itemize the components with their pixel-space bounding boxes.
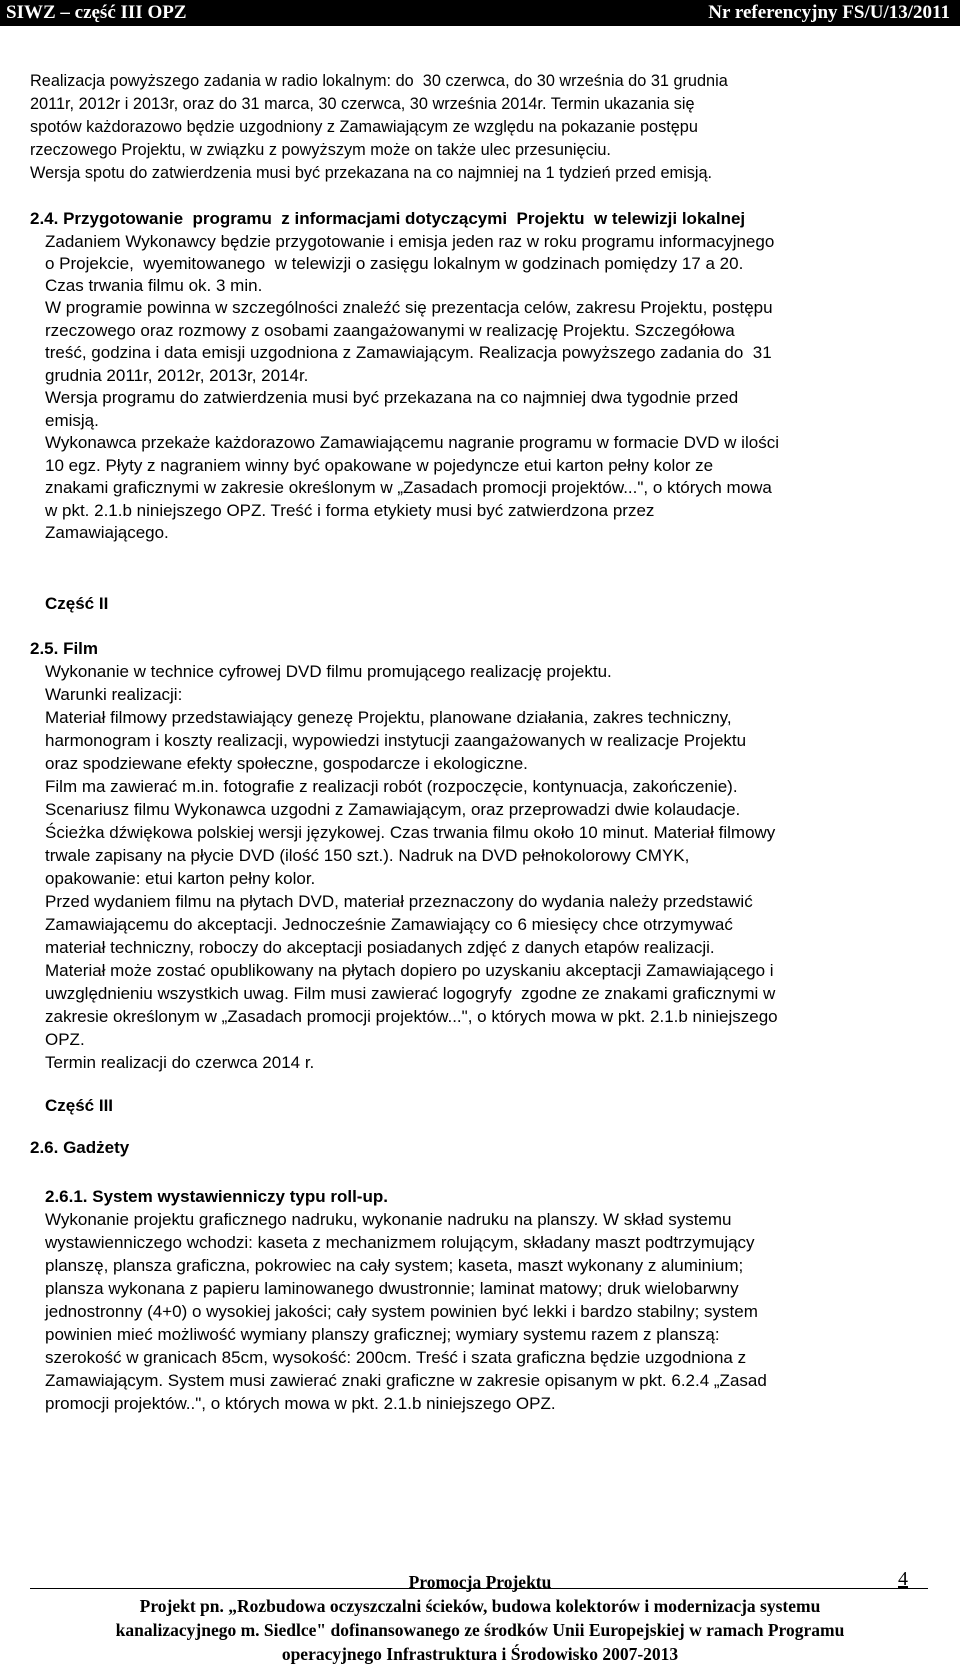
text-line: Wersja spotu do zatwierdzenia musi być przekazana na co najmniej na 1 tydzień przed emisją. (30, 164, 713, 182)
text-line: OPZ. (45, 1030, 85, 1049)
text-line: Przed wydaniem filmu na płytach DVD, materiał przeznaczony do wydania należy przedstawić (45, 892, 753, 911)
text-line: Czas trwania filmu ok. 3 min. (45, 276, 263, 295)
text-line: jednostronny (4+0) o wysokiej jakości; cały system powinien być lekki i bardzo stabilny; system (45, 1302, 758, 1321)
text-line: zakresie określonym w „Zasadach promocji projektów...", o których mowa w pkt. 2.1.b niniejszego (45, 1007, 778, 1026)
text-line: Zamawiającemu do akceptacji. Jednocześnie Zamawiający co 6 miesięcy chce otrzymywać (45, 915, 733, 934)
text-line: Zamawiającym. System musi zawierać znaki graficzne w zakresie opisanym w pkt. 6.2.4 „Zasad (45, 1371, 767, 1390)
text-line: Wersja programu do zatwierdzenia musi być przekazana na co najmniej dwa tygodnie przed (45, 388, 739, 407)
section-heading-2-6: 2.6. Gadżety (30, 1138, 130, 1157)
page-header (0, 0, 960, 26)
text-line: opakowanie: etui karton pełny kolor. (45, 869, 316, 888)
text-line: Materiał filmowy przedstawiający genezę Projektu, planowane działania, zakres techniczny, (45, 708, 732, 727)
text-line: o Projekcie, wyemitowanego w telewizji o zasięgu lokalnym w godzinach pomiędzy 17 a 20. (45, 254, 744, 273)
footer-line: operacyjnego Infrastruktura i Środowisko 2007-2013 (281, 1644, 679, 1664)
text-line: oraz spodziewane efekty społeczne, gospodarcze i ekologiczne. (45, 754, 528, 773)
text-line: promocji projektów..", o których mowa w pkt. 2.1.b niniejszego OPZ. (45, 1394, 556, 1413)
text-line: Ścieżka dźwiękowa polskiej wersji językowej. Czas trwania filmu około 10 minut. Materiał filmowy (45, 823, 776, 842)
part-label: Część II (45, 594, 109, 613)
text-line: 10 egz. Płyty z nagraniem winny być opakowane w pojedyncze etui karton pełny kolor ze (45, 456, 714, 475)
text-line: grudnia 2011r, 2012r, 2013r, 2014r. (45, 366, 309, 385)
text-line: Wykonanie w technice cyfrowej DVD filmu promującego realizację projektu. (45, 662, 612, 681)
text-line: plansza wykonana z papieru laminowanego dwustronnie; laminat matowy; druk wielobarwny (45, 1279, 739, 1298)
footer-title: Promocja Projektu (408, 1572, 552, 1592)
footer-line: kanalizacyjnego m. Siedlce" dofinansowanego ze środków Unii Europejskiej w ramach Programu (115, 1620, 845, 1640)
section-heading-2-5: 2.5. Film (30, 639, 99, 658)
text-line: emisją. (45, 411, 99, 430)
text-line: Film ma zawierać m.in. fotografie z realizacji robót (rozpoczęcie, kontynuacja, zakończenie). (45, 777, 738, 796)
header-right: Nr referencyjny FS/U/13/2011 (708, 2, 950, 23)
text-line: Materiał może zostać opublikowany na płytach dopiero po uzyskaniu akceptacji Zamawiającego i (45, 961, 774, 980)
text-line: rzeczowego oraz rozmowy z osobami zaangażowanymi w realizację Projektu. Szczegółowa (45, 321, 735, 340)
text-line: Termin realizacji do czerwca 2014 r. (45, 1053, 315, 1072)
subsection-heading-2-6-1: 2.6.1. System wystawienniczy typu roll-up. (45, 1187, 388, 1206)
text-line: planszę, plansza graficzna, pokrowiec na cały system; kaseta, maszt wykonany z aluminium; (45, 1256, 744, 1275)
text-line: 2011r, 2012r i 2013r, oraz do 31 marca, 30 czerwca, 30 września 2014r. Termin ukazania się (30, 95, 695, 113)
text-line: harmonogram i koszty realizacji, wypowiedzi instytucji zaangażowanych w realizacje Projektu (45, 731, 747, 750)
page-number: 4 (898, 1568, 908, 1590)
text-line: w pkt. 2.1.b niniejszego OPZ. Treść i forma etykiety musi być zatwierdzona przez (45, 501, 655, 520)
section-heading-2-4: 2.4. Przygotowanie programu z informacjami dotyczącymi Projektu w telewizji lokalnej (30, 209, 746, 228)
text-line: Warunki realizacji: (45, 685, 183, 704)
text-line: uwzględnieniu wszystkich uwag. Film musi zawierać logogryfy zgodne ze znakami graficznymi w (45, 984, 776, 1003)
part-label: Część III (45, 1096, 114, 1115)
text-line: wystawienniczego wchodzi: kaseta z mechanizmem rolującym, składany maszt podtrzymujący (45, 1233, 755, 1252)
text-line: trwale zapisany na płycie DVD (ilość 150 szt.). Nadruk na DVD pełnokolorowy CMYK, (45, 846, 690, 865)
text-line: Scenariusz filmu Wykonawca uzgodni z Zamawiającym, oraz przeprowadzi dwie kolaudacje. (45, 800, 741, 819)
text-line: Wykonawca przekaże każdorazowo Zamawiającemu nagranie programu w formacie DVD w ilości (45, 433, 779, 452)
text-line: Zamawiającego. (45, 523, 169, 542)
text-line: treść, godzina i data emisji uzgodniona z Zamawiającym. Realizacja powyższego zadania do 31 (45, 343, 772, 362)
text-line: Zadaniem Wykonawcy będzie przygotowanie i emisja jeden raz w roku programu informacyjnego (45, 232, 775, 251)
text-line: Wykonanie projektu graficznego nadruku, wykonanie nadruku na planszy. W skład systemu (45, 1210, 732, 1229)
text-line: rzeczowego Projektu, w związku z powyższym może on także ulec przesunięciu. (30, 141, 611, 159)
text-line: Realizacja powyższego zadania w radio lokalnym: do 30 czerwca, do 30 września do 31 grudnia (30, 72, 728, 90)
footer-line: Projekt pn. „Rozbudowa oczyszczalni ścieków, budowa kolektorów i modernizacja systemu (139, 1596, 821, 1616)
text-line: powinien mieć możliwość wymiany planszy graficznej; wymiary systemu razem z planszą: (45, 1325, 720, 1344)
text-line: znakami graficznymi w zakresie określonym w „Zasadach promocji projektów...", o których mowa (45, 478, 772, 497)
text-line: materiał techniczny, roboczy do akceptacji posiadanych zdjęć z danych etapów realizacji. (45, 938, 715, 957)
text-line: szerokość w granicach 85cm, wysokość: 200cm. Treść i szata graficzna będzie uzgodniona z (45, 1348, 747, 1367)
header-left: SIWZ – część III OPZ (6, 2, 187, 23)
text-line: spotów każdorazowo będzie uzgodniony z Zamawiającym ze względu na pokazanie postępu (30, 118, 698, 136)
text-line: W programie powinna w szczególności znaleźć się prezentacja celów, zakresu Projektu, postępu (45, 298, 773, 317)
